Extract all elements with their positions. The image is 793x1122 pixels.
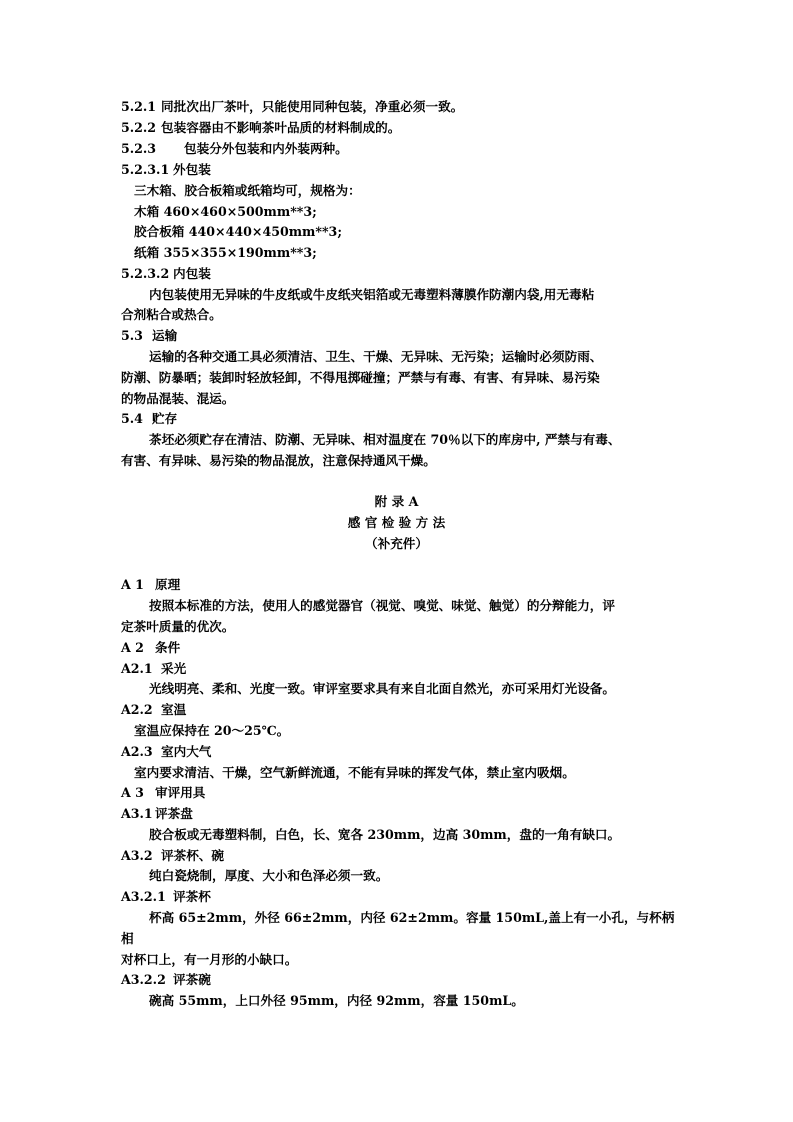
clause-text: 外包装 <box>173 162 211 177</box>
clause-text: 运输 <box>152 328 178 343</box>
body-line <box>149 287 594 303</box>
body-text: 碗高 55mm，上口外径 95mm，内径 92mm，容量 150mL。 <box>149 993 524 1008</box>
body-line <box>149 993 524 1009</box>
clause-text: 条件 <box>155 640 181 655</box>
clause-number: A2.1 <box>121 661 153 676</box>
clause-5-2-3-1 <box>121 162 211 178</box>
body-text: 对杯口上，有一月形的小缺口。 <box>121 952 298 967</box>
body-text: 胶合板箱 440×440×450mm**3; <box>134 224 342 239</box>
clause-5-2-3 <box>121 141 348 157</box>
clause-number: A2.2 <box>121 702 153 717</box>
body-line <box>121 453 436 469</box>
body-text: 木箱 460×460×500mm**3; <box>134 204 317 219</box>
body-line <box>149 598 615 614</box>
body-line <box>134 765 575 781</box>
body-text: 纯白瓷烧制，厚度、大小和色泽必须一致。 <box>149 868 389 883</box>
clause-a3-1 <box>121 806 193 822</box>
clause-number: 5.2.2 <box>121 120 157 135</box>
body-text: 合剂粘合或热合。 <box>121 307 222 322</box>
clause-a2-1 <box>121 661 186 677</box>
clause-a3-2-2 <box>121 972 211 988</box>
body-text: 防潮、防暴晒；装卸时轻放轻卸，不得甩掷碰撞；严禁与有毒、有害、有异味、易污染 <box>121 370 600 385</box>
clause-number: A2.3 <box>121 744 153 759</box>
body-line <box>134 224 342 240</box>
body-text: 室内要求清洁、干燥，空气新鲜流通，不能有异味的挥发气体，禁止室内吸烟。 <box>134 765 575 780</box>
body-text: 茶坯必须贮存在清洁、防潮、无异味、相对温度在 70％以下的库房中, 严禁与有毒、 <box>149 432 621 447</box>
clause-text: 采光 <box>161 661 187 676</box>
clause-a3 <box>121 785 205 801</box>
clause-number: 5.4 <box>121 411 143 426</box>
clause-5-2-3-2 <box>121 266 211 282</box>
clause-a2-2 <box>121 702 186 718</box>
body-line <box>149 349 602 365</box>
clause-text: 审评用具 <box>155 785 206 800</box>
appendix-subtitle <box>0 536 793 552</box>
clause-text: 原理 <box>155 577 181 592</box>
clause-number: 5.2.1 <box>121 99 157 114</box>
clause-text: 评茶盘 <box>155 806 193 821</box>
appendix-subtitle-text: （补充件） <box>365 536 428 551</box>
body-line <box>134 204 317 220</box>
clause-text: 贮存 <box>152 411 178 426</box>
body-text: 定茶叶质量的优次。 <box>121 619 235 634</box>
body-text: 运输的各种交通工具必须清洁、卫生、干燥、无异味、无污染；运输时必须防雨、 <box>149 349 603 364</box>
body-line <box>149 868 388 884</box>
body-line <box>121 307 222 323</box>
clause-text: 评茶杯、碗 <box>161 848 224 863</box>
appendix-label <box>0 494 793 510</box>
clause-number: 5.2.3 <box>121 141 157 156</box>
body-line <box>121 391 234 407</box>
body-line <box>121 931 134 947</box>
clause-number: A3.1 <box>121 806 153 821</box>
body-text: 杯高 65±2mm，外径 66±2mm，内径 62±2mm。容量 150mL,盖上有一小孔，与杯柄 <box>149 910 675 925</box>
clause-5-3 <box>121 328 177 344</box>
body-text: 室温应保持在 20～25℃。 <box>134 723 290 738</box>
clause-number: A3.2.2 <box>121 972 166 987</box>
body-line <box>134 245 317 261</box>
appendix-title <box>0 515 793 531</box>
body-text: 有害、有异味、易污染的物品混放，注意保持通风干燥。 <box>121 453 436 468</box>
body-line <box>134 723 289 739</box>
clause-text: 包装分外包装和内外装两种。 <box>184 141 348 156</box>
body-text: 胶合板或无毒塑料制，白色，长、宽各 230mm，边高 30mm，盘的一角有缺口。 <box>149 827 621 842</box>
body-line <box>121 619 234 635</box>
clause-text: 评茶碗 <box>173 972 211 987</box>
clause-number: A3.2 <box>121 848 153 863</box>
body-line <box>134 183 361 199</box>
clause-number: A 3 <box>121 785 144 800</box>
body-text: 纸箱 355×355×190mm**3; <box>134 245 317 260</box>
clause-text: 内包装 <box>173 266 211 281</box>
clause-text: 同批次出厂茶叶，只能使用同种包装，净重必须一致。 <box>161 99 464 114</box>
appendix-label-text: 附 录 A <box>374 494 419 509</box>
clause-number: A 2 <box>121 640 144 655</box>
clause-number: A3.2.1 <box>121 889 166 904</box>
body-text: 按照本标准的方法，使用人的感觉器官（视觉、嗅觉、味觉、触觉）的分辩能力，评 <box>149 598 615 613</box>
clause-5-2-2 <box>121 120 400 136</box>
clause-text: 室温 <box>161 702 187 717</box>
clause-a3-2 <box>121 848 224 864</box>
clause-text: 评茶杯 <box>173 889 211 904</box>
body-text: 光线明亮、柔和、光度一致。审评室要求具有来自北面自然光，亦可采用灯光设备。 <box>149 681 615 696</box>
body-line <box>149 681 615 697</box>
clause-number: 5.3 <box>121 328 143 343</box>
body-line <box>121 952 297 968</box>
clause-a3-2-1 <box>121 889 211 905</box>
body-line <box>121 370 600 386</box>
appendix-title-text: 感 官 检 验 方 法 <box>347 515 446 530</box>
clause-a1 <box>121 577 180 593</box>
clause-text: 包装容器由不影响茶叶品质的材料制成的。 <box>161 120 401 135</box>
body-text: 相 <box>121 931 134 946</box>
body-text: 内包装使用无异味的牛皮纸或牛皮纸夹铝箔或无毒塑料薄膜作防潮内袋,用无毒粘 <box>149 287 595 302</box>
body-text: 三木箱、胶合板箱或纸箱均可，规格为： <box>134 183 361 198</box>
clause-a2 <box>121 640 180 656</box>
body-line <box>149 432 620 448</box>
body-text: 的物品混装、混运。 <box>121 391 235 406</box>
body-line <box>149 827 620 843</box>
clause-5-2-1 <box>121 99 463 115</box>
clause-text: 室内大气 <box>161 744 212 759</box>
clause-number: 5.2.3.1 <box>121 162 170 177</box>
clause-number: 5.2.3.2 <box>121 266 170 281</box>
body-line <box>149 910 674 926</box>
clause-5-4 <box>121 411 177 427</box>
clause-a2-3 <box>121 744 211 760</box>
clause-number: A 1 <box>121 577 144 592</box>
